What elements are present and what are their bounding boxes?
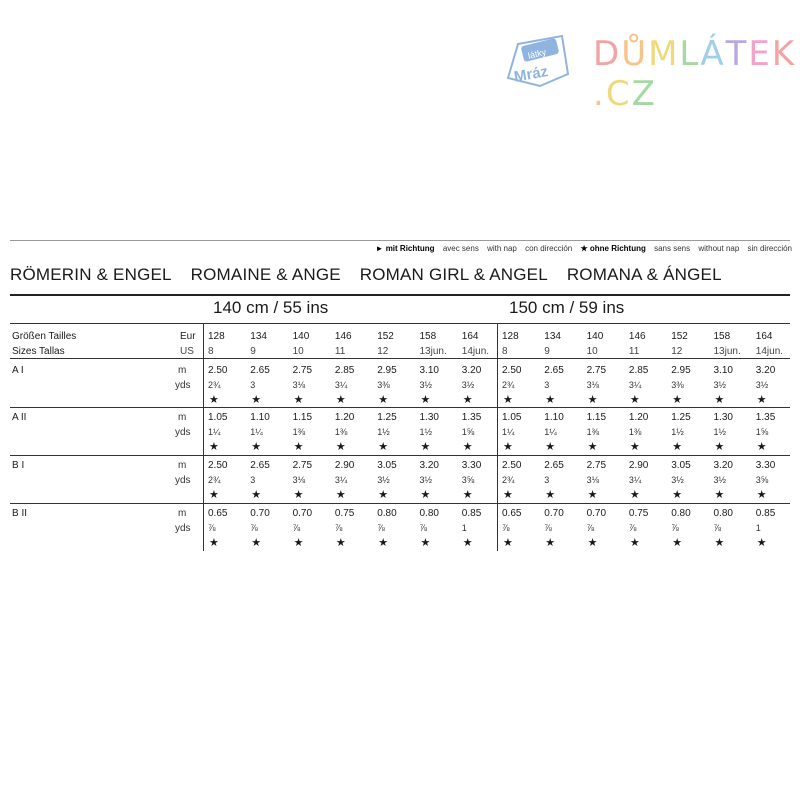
meters-value: 2.90 — [334, 460, 355, 471]
meters-value: 0.85 — [755, 508, 776, 519]
eur-size: 134 — [250, 331, 267, 342]
without-nap-star: ★ — [335, 537, 346, 549]
without-nap-star: ★ — [756, 537, 767, 549]
meters-value: 2.85 — [334, 365, 355, 376]
meters-value: 1.30 — [419, 412, 439, 423]
meters-value: 2.65 — [544, 365, 564, 376]
meters-value: 3.10 — [713, 365, 733, 376]
without-nap-star: ★ — [672, 537, 683, 549]
yards-value: 1¼ — [502, 427, 515, 437]
without-nap-star: ★ — [420, 537, 431, 549]
meters-value: 0.80 — [419, 508, 439, 519]
meters-value: 0.80 — [713, 508, 733, 519]
without-nap-star: ★ — [629, 394, 640, 406]
yards-value: 3⅛ — [292, 380, 306, 390]
yards-value: 3¼ — [628, 380, 642, 390]
without-nap-star: ★ — [378, 489, 389, 501]
row-rule — [10, 455, 790, 456]
without-nap-star: ★ — [420, 441, 431, 453]
eur-size: 140 — [586, 331, 604, 342]
meters-value: 2.75 — [586, 460, 607, 471]
without-nap-star: ★ — [503, 441, 513, 453]
dum-logo-letter: Ů — [621, 34, 649, 74]
meters-value: 2.75 — [586, 365, 607, 376]
unit-yds: yds — [175, 427, 191, 438]
legend-with-nap: with nap — [487, 244, 517, 253]
without-nap-star: ★ — [378, 441, 389, 453]
without-nap-star: ★ — [503, 489, 513, 501]
yards-value: ⅞ — [250, 523, 258, 533]
without-nap-star: ★ — [587, 441, 598, 453]
without-nap-star: ★ — [293, 394, 304, 406]
without-nap-star: ★ — [462, 489, 473, 501]
without-nap-star: ★ — [714, 394, 725, 406]
without-nap-star: ★ — [587, 537, 598, 549]
without-nap-star: ★ — [420, 489, 431, 501]
meters-value: 2.65 — [544, 460, 564, 471]
us-size: 13jun. — [419, 346, 447, 357]
yards-value: 1½ — [419, 427, 433, 437]
yards-value: ⅞ — [292, 523, 301, 533]
width-header-140: 140 cm / 55 ins — [213, 298, 329, 317]
yards-value: 2¾ — [208, 380, 221, 390]
dum-logo-letter: K — [771, 34, 797, 74]
yards-value: ⅞ — [208, 523, 216, 533]
yards-value: ⅞ — [628, 523, 637, 533]
meters-value: 3.30 — [461, 460, 482, 471]
without-nap-star: ★ — [293, 537, 304, 549]
meters-value: 2.50 — [502, 365, 522, 376]
meters-value: 1.05 — [208, 412, 228, 423]
without-nap-star: ★ — [545, 441, 556, 453]
legend-sin-direccion: sin dirección — [747, 244, 792, 253]
dum-logo-letter: T — [725, 34, 749, 74]
us-size: 13jun. — [713, 346, 741, 357]
without-nap-star: ★ — [335, 394, 346, 406]
mraz-logo-line2: Mráz — [512, 63, 550, 86]
yards-value: 3 — [250, 475, 256, 485]
yards-value: ⅞ — [502, 523, 510, 533]
meters-value: 3.20 — [713, 460, 733, 471]
meters-value: 2.65 — [250, 365, 270, 376]
yards-value: 3½ — [377, 475, 390, 485]
header-bottom-rule — [10, 358, 790, 359]
legend-ohne-richtung: ★ ohne Richtung — [580, 244, 646, 253]
meters-value: 1.15 — [292, 412, 313, 423]
yards-value: 3¼ — [334, 380, 348, 390]
dum-logo-letter: M — [648, 34, 680, 74]
without-nap-star: ★ — [335, 441, 346, 453]
yards-value: 1⅝ — [755, 427, 769, 437]
dum-latek-logo — [593, 34, 800, 114]
without-nap-star: ★ — [293, 441, 304, 453]
without-nap-star: ★ — [672, 394, 683, 406]
yards-value: 3 — [544, 380, 550, 390]
us-size: 9 — [544, 346, 550, 357]
yards-value: ⅞ — [713, 523, 722, 533]
unit-yds: yds — [175, 475, 191, 486]
yards-value: ⅞ — [377, 523, 385, 533]
meters-value: 1.20 — [628, 412, 649, 423]
unit-m: m — [178, 508, 187, 519]
meters-value: 1.35 — [461, 412, 482, 423]
yards-value: 2¾ — [502, 380, 515, 390]
yards-value: 3¼ — [334, 475, 348, 485]
yards-value: 3 — [250, 380, 256, 390]
eur-size: 140 — [292, 331, 310, 342]
row-rule — [10, 503, 790, 504]
yards-value: 3½ — [713, 475, 727, 485]
yards-value: 1½ — [377, 427, 390, 437]
us-size: 9 — [250, 346, 256, 357]
yards-value: ⅞ — [334, 523, 343, 533]
meters-value: 0.70 — [544, 508, 564, 519]
meters-value: 0.80 — [671, 508, 691, 519]
header-top-rule — [10, 323, 790, 324]
eur-size: 146 — [628, 331, 646, 342]
latky-mraz-logo — [500, 34, 572, 90]
without-nap-star: ★ — [503, 394, 513, 406]
view-label: B I — [12, 460, 25, 471]
yards-value: 3⅛ — [292, 475, 306, 485]
dum-logo-letter: D — [593, 34, 622, 74]
legend-con-direccion: con dirección — [525, 244, 573, 253]
yards-value: 3⅛ — [586, 475, 600, 485]
yards-value: 3⅜ — [671, 380, 684, 390]
view-label: A II — [12, 412, 27, 423]
eur-size: 158 — [419, 331, 437, 342]
without-nap-star: ★ — [672, 441, 683, 453]
meters-value: 3.05 — [671, 460, 691, 471]
us-size: 10 — [292, 346, 304, 357]
meters-value: 1.20 — [334, 412, 355, 423]
us-label: US — [180, 346, 194, 357]
direction-legend — [376, 244, 792, 253]
yards-value: 3¼ — [628, 475, 642, 485]
unit-m: m — [178, 365, 187, 376]
without-nap-star: ★ — [714, 441, 725, 453]
us-size: 14jun. — [755, 346, 784, 357]
without-nap-star: ★ — [251, 394, 262, 406]
yards-value: 3⅝ — [755, 475, 769, 485]
without-nap-star: ★ — [251, 537, 262, 549]
eur-size: 146 — [334, 331, 352, 342]
legend-mit-richtung: ► mit Richtung — [375, 244, 435, 253]
view-label: A I — [12, 365, 24, 376]
meters-value: 2.95 — [671, 365, 691, 376]
dum-logo-letter: L — [679, 34, 701, 74]
meters-value: 3.05 — [377, 460, 397, 471]
title-en: ROMAN GIRL & ANGEL — [359, 265, 548, 284]
without-nap-star: ★ — [672, 489, 683, 501]
meters-value: 0.70 — [292, 508, 313, 519]
yards-value: 1⅜ — [628, 427, 642, 437]
size-label-row1: Größen Tailles — [12, 331, 77, 342]
yards-value: 2¾ — [502, 475, 515, 485]
us-size: 11 — [628, 346, 640, 357]
meters-value: 0.80 — [377, 508, 397, 519]
yards-value: 2¾ — [208, 475, 221, 485]
yards-value: 1¼ — [250, 427, 263, 437]
dum-logo-letter: Á — [700, 34, 726, 74]
without-nap-star: ★ — [629, 441, 640, 453]
pattern-title — [10, 265, 736, 285]
meters-value: 1.30 — [713, 412, 733, 423]
meters-value: 2.90 — [628, 460, 649, 471]
unit-yds: yds — [175, 523, 191, 534]
yards-value: 1⅝ — [461, 427, 475, 437]
dum-logo-letter: . — [593, 74, 606, 114]
without-nap-star: ★ — [756, 394, 767, 406]
without-nap-star: ★ — [462, 394, 473, 406]
meters-value: 0.75 — [628, 508, 649, 519]
yards-value: 1⅜ — [334, 427, 348, 437]
meters-value: 2.50 — [208, 460, 228, 471]
yards-value: 1⅜ — [292, 427, 306, 437]
view-label: B II — [12, 508, 28, 519]
without-nap-star: ★ — [209, 537, 219, 549]
dum-logo-letter: E — [748, 34, 772, 74]
meters-value: 2.75 — [292, 365, 313, 376]
mraz-logo-line1: látky — [526, 46, 548, 61]
without-nap-star: ★ — [714, 489, 725, 501]
yards-value: 3½ — [461, 380, 475, 390]
meters-value: 1.10 — [544, 412, 564, 423]
yards-value: 3½ — [419, 380, 433, 390]
meters-value: 1.10 — [250, 412, 270, 423]
without-nap-star: ★ — [714, 537, 725, 549]
us-size: 10 — [586, 346, 598, 357]
width-header-150: 150 cm / 59 ins — [509, 298, 625, 317]
meters-value: 1.15 — [586, 412, 607, 423]
us-size: 8 — [502, 346, 508, 357]
yards-value: 1½ — [713, 427, 727, 437]
meters-value: 3.30 — [755, 460, 776, 471]
without-nap-star: ★ — [209, 489, 219, 501]
eur-size: 152 — [671, 331, 688, 342]
yards-value: 1 — [461, 523, 467, 533]
meters-value: 2.65 — [250, 460, 270, 471]
meters-value: 2.50 — [208, 365, 228, 376]
yards-value: ⅞ — [671, 523, 679, 533]
without-nap-star: ★ — [629, 537, 640, 549]
us-size: 11 — [334, 346, 346, 357]
meters-value: 1.35 — [755, 412, 776, 423]
yards-value: 1 — [755, 523, 761, 533]
eur-size: 128 — [208, 331, 225, 342]
meters-value: 3.20 — [755, 365, 776, 376]
yards-value: ⅞ — [544, 523, 552, 533]
meters-value: 2.95 — [377, 365, 397, 376]
yards-value: 1⅜ — [586, 427, 600, 437]
us-size: 12 — [671, 346, 683, 357]
yards-value: 3⅝ — [461, 475, 475, 485]
meters-value: 1.25 — [671, 412, 691, 423]
eur-size: 134 — [544, 331, 561, 342]
without-nap-star: ★ — [251, 489, 262, 501]
meters-value: 2.75 — [292, 460, 313, 471]
title-es: ROMANA & ÁNGEL — [566, 265, 722, 284]
without-nap-star: ★ — [335, 489, 346, 501]
meters-value: 3.20 — [419, 460, 439, 471]
dum-logo-letter: C — [605, 74, 632, 114]
without-nap-star: ★ — [378, 537, 389, 549]
legend-without-nap: without nap — [698, 244, 740, 253]
yards-value: 1¼ — [544, 427, 557, 437]
row-rule — [10, 407, 790, 408]
meters-value: 0.75 — [334, 508, 355, 519]
without-nap-star: ★ — [545, 537, 556, 549]
eur-size: 164 — [755, 331, 773, 342]
yards-value: 3⅛ — [586, 380, 600, 390]
without-nap-star: ★ — [462, 441, 473, 453]
meters-value: 0.70 — [586, 508, 607, 519]
meters-value: 2.85 — [628, 365, 649, 376]
without-nap-star: ★ — [293, 489, 304, 501]
title-de: RÖMERIN & ENGEL — [10, 265, 172, 284]
us-size: 8 — [208, 346, 214, 357]
title-fr: ROMAINE & ANGE — [190, 265, 341, 284]
without-nap-star: ★ — [629, 489, 640, 501]
unit-m: m — [178, 460, 187, 471]
meters-value: 0.65 — [208, 508, 228, 519]
meters-value: 2.50 — [502, 460, 522, 471]
meters-value: 1.05 — [502, 412, 522, 423]
meters-value: 0.70 — [250, 508, 270, 519]
legend-sans-sens: sans sens — [654, 244, 691, 253]
without-nap-star: ★ — [462, 537, 473, 549]
unit-yds: yds — [175, 380, 191, 391]
yards-value: 3½ — [755, 380, 769, 390]
eur-size: 152 — [377, 331, 394, 342]
meters-value: 0.65 — [502, 508, 522, 519]
without-nap-star: ★ — [587, 489, 598, 501]
legend-avec-sens: avec sens — [442, 244, 479, 253]
unit-m: m — [178, 412, 187, 423]
top-rule — [10, 240, 790, 241]
meters-value: 0.85 — [461, 508, 482, 519]
yards-value: 1½ — [671, 427, 684, 437]
without-nap-star: ★ — [378, 394, 389, 406]
title-rule — [10, 294, 790, 296]
dum-logo-letter: Z — [631, 74, 657, 114]
yards-value: ⅞ — [586, 523, 595, 533]
yards-value: 3⅜ — [377, 380, 390, 390]
meters-value: 1.25 — [377, 412, 397, 423]
yards-value: 3 — [544, 475, 550, 485]
without-nap-star: ★ — [420, 394, 431, 406]
yards-value: 3½ — [419, 475, 433, 485]
meters-value: 3.10 — [419, 365, 439, 376]
yards-value: 3½ — [713, 380, 727, 390]
without-nap-star: ★ — [209, 394, 219, 406]
without-nap-star: ★ — [545, 394, 556, 406]
without-nap-star: ★ — [587, 394, 598, 406]
without-nap-star: ★ — [756, 489, 767, 501]
eur-size: 164 — [461, 331, 479, 342]
without-nap-star: ★ — [251, 441, 262, 453]
meters-value: 3.20 — [461, 365, 482, 376]
without-nap-star: ★ — [209, 441, 219, 453]
eur-size: 128 — [502, 331, 519, 342]
yards-value: ⅞ — [419, 523, 428, 533]
eur-label: Eur — [180, 331, 196, 342]
us-size: 14jun. — [461, 346, 490, 357]
yards-value: 1¼ — [208, 427, 221, 437]
without-nap-star: ★ — [545, 489, 556, 501]
without-nap-star: ★ — [503, 537, 513, 549]
us-size: 12 — [377, 346, 389, 357]
size-label-row2: Sizes Tallas — [12, 346, 65, 357]
yards-value: 3½ — [671, 475, 684, 485]
without-nap-star: ★ — [756, 441, 767, 453]
eur-size: 158 — [713, 331, 731, 342]
